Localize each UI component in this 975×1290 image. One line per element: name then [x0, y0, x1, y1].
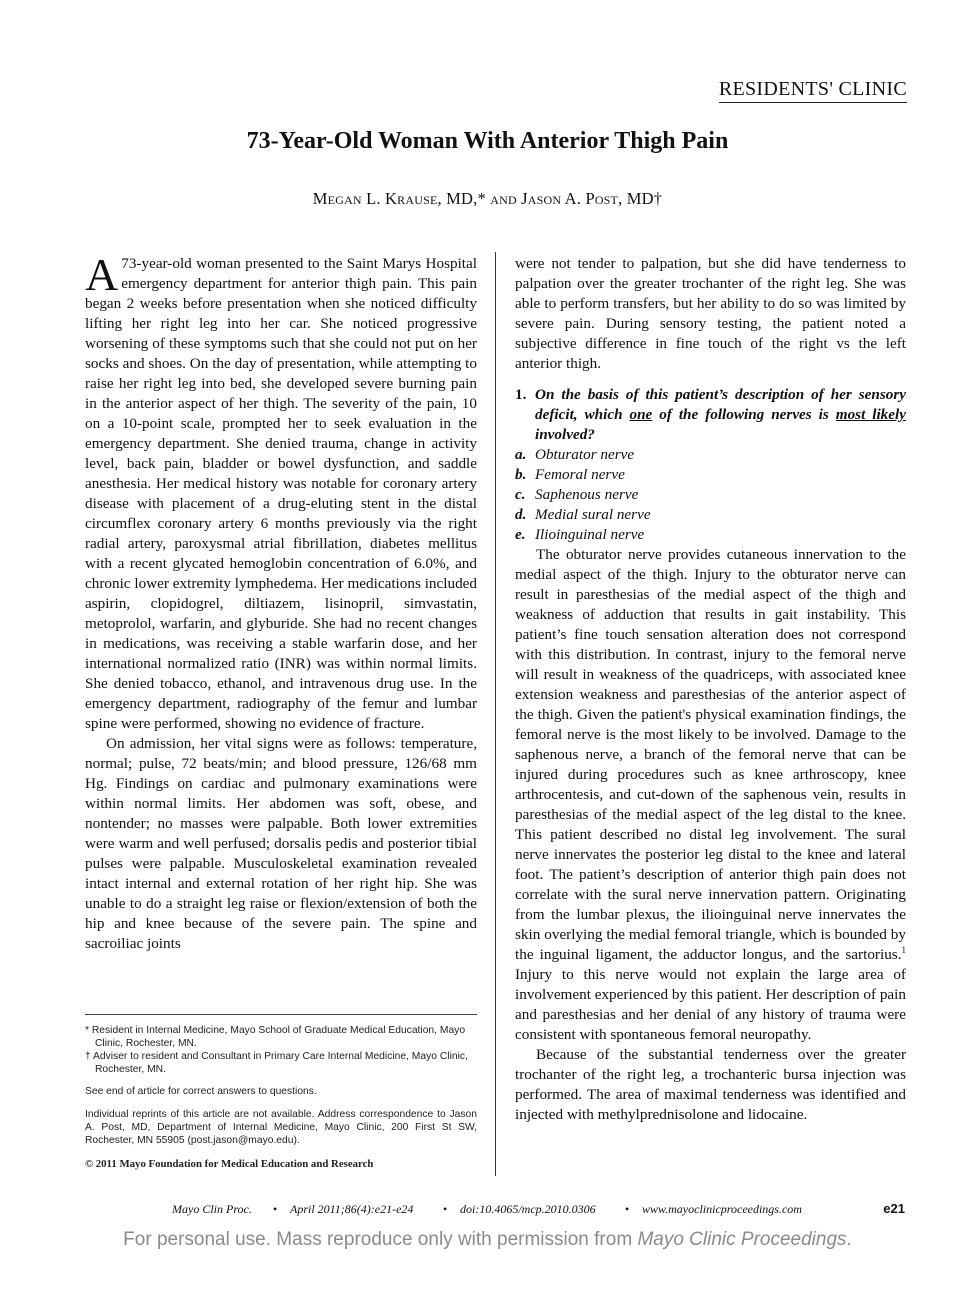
- left-column: [85, 249, 477, 954]
- admission-paragraph-continued: were not tender to palpation, but she did have tenderness to palpation over the greater trochanter of the right leg. She was able to perform transfers, but her ability to do so was limited by severe pain. During sensory testing, the patient noted a subjective difference in fine touch of the right vs the left anterior thigh.: [515, 255, 906, 372]
- answer-option: a. Obturator nerve: [515, 446, 635, 463]
- footer-bullet: •: [443, 1202, 448, 1216]
- citation: April 2011;86(4):e21-e24: [290, 1202, 414, 1216]
- drop-cap: A: [85, 249, 119, 300]
- answer-options: [515, 445, 906, 545]
- answer-option: e. Ilioinguinal nerve: [515, 526, 645, 543]
- intro-text: 73-year-old woman presented to the Saint Marys Hospital emergency department for anterior thigh pain. This pain began 2 weeks before presentation when she noticed difficulty lifting her right leg into her car. She noticed progressive worsening of these symptoms such that she could not put on her socks and shoes. On the day of presentation, while attempting to raise her right leg into bed, she developed severe burning pain in the anterior aspect of her thigh. The severity of the pain, 10 on a 10-point scale, prompted her to seek evaluation in the emergency department. She denied trauma, change in activity level, back pain, bladder or bowel dysfunction, and saddle anesthesia. Her medical history was notable for coronary artery disease with placement of a drug-eluting stent in the distal circumflex coronary artery 6 months previously via the right radial artery, paroxysmal atrial fibrillation, diabetes mellitus with a recent glycated hemoglobin concentration of 6.0%, and chronic lower extremity lymphedema. Her medications included aspirin, clopidogrel, diltiazem, lisinopril, simvastatin, metoprolol, warfarin, and glyburide. She had no recent changes in medications, was receiving a stable warfarin dose, and her international normalized ratio (INR) was within normal limits. She denied tobacco, ethanol, and intravenous drug use. In the emergency department, radiography of the femur and lumbar spine were performed, showing no evidence of fracture.: [85, 255, 477, 732]
- footnote-answers: See end of article for correct answers to questions.: [85, 1086, 317, 1097]
- footer-bullet: •: [625, 1202, 630, 1216]
- author-line: Megan L. Krause, MD,* and Jason A. Post, MD†: [312, 189, 663, 208]
- question-number: 1.: [515, 386, 527, 403]
- page-number: e21: [883, 1201, 905, 1216]
- footnote-adviser: † Adviser to resident and Consultant in Primary Care Internal Medicine, Mayo Clinic, Rochester, MN.: [85, 1051, 468, 1075]
- footnotes: [85, 1024, 477, 1181]
- permission-notice: For personal use. Mass reproduce only with permission from Mayo Clinic Proceedings.: [123, 1229, 852, 1250]
- reference-marker: 1: [901, 944, 906, 955]
- column-divider: [495, 252, 496, 1176]
- journal-url[interactable]: www.mayoclinicproceedings.com: [642, 1202, 802, 1216]
- answer-option: d. Medial sural nerve: [515, 506, 651, 523]
- discussion-paragraph: The obturator nerve provides cutaneous innervation to the medial aspect of the thigh. Injury to the obturator nerve can result in paresthesias of the medial aspect of the thigh and weakness of adduction that results in gait instability. This patient’s fine touch sensation alteration does not correspond with this distribution. In contrast, injury to the femoral nerve will result in weakness of the quadriceps, with associated knee extension weakness and paresthesias of the anterior aspect of the thigh. Given the patient's physical examination findings, the femoral nerve is the most likely to be involved. Damage to the saphenous nerve, a branch of the femoral nerve that can be injured during procedures such as knee arthroscopy, knee arthrocentesis, and cut-down of the saphenous vein, results in paresthesias of the medial aspect of the leg distal to the knee. This patient described no distal leg involvement. The sural nerve innervates the posterior leg distal to the knee and lateral foot. The patient’s description of anterior thigh pain does not correlate with the sural nerve innervation pattern. Originating from the lumbar plexus, the ilioinguinal nerve innervates the skin overlying the medial femoral triangle, which is bounded by the inguinal ligament, the adductor longus, and the sartorius.$^1$ Injury to this nerve would not explain the large area of involvement experienced by this patient. Her description of pain and paresthesias and her denial of any history of trauma were consistent with spontaneous femoral neuropathy.: [515, 546, 906, 1043]
- footnote-rule: [85, 1014, 477, 1015]
- question-1: [515, 385, 906, 445]
- admission-paragraph: On admission, her vital signs were as follows: temperature, normal; pulse, 72 beats/min; and blood pressure, 126/68 mm Hg. Findings on cardiac and pulmonary examinations were within normal limits. Her abdomen was soft, obese, and nontender; no masses were palpable. Both lower extremities were warm and well perfused; dorsalis pedis and posterior tibial pulses were palpable. Musculoskeletal examination revealed intact internal and external rotation of her right hip. She was unable to do a straight leg raise or flexion/extension of both the hip and knee because of the severe pain. The spine and sacroiliac joints: [85, 735, 477, 952]
- footnote-reprints: Individual reprints of this article are not available. Address correspondence to Jason A. Post, MD, Department of Internal Medicine, Mayo Clinic, 200 First St SW, Rochester, MN 55905 (post.jason@mayo.edu).: [85, 1109, 477, 1147]
- question-text: On the basis of this patient’s description of her sensory deficit, which one of the following nerves is most likely involved?: [535, 386, 906, 443]
- journal-name: Mayo Clin Proc.: [172, 1202, 252, 1216]
- section-label: RESIDENTS' CLINIC: [719, 78, 907, 103]
- footer-bullet: •: [273, 1202, 278, 1216]
- intro-paragraph: [85, 249, 477, 734]
- answer-option: b. Femoral nerve: [515, 466, 625, 483]
- footnote-resident: * Resident in Internal Medicine, Mayo School of Graduate Medical Education, Mayo Clinic, Rochester, MN.: [85, 1025, 466, 1049]
- article-title: 73-Year-Old Woman With Anterior Thigh Pain: [246, 128, 729, 154]
- right-column: [515, 254, 906, 1125]
- treatment-paragraph: Because of the substantial tenderness over the greater trochanter of the right leg, a trochanteric bursa injection was performed. The area of maximal tenderness was identified and injected with methylprednisolone and lidocaine.: [515, 1046, 906, 1123]
- answer-option: c. Saphenous nerve: [515, 486, 639, 503]
- doi: doi:10.4065/mcp.2010.0306: [460, 1202, 596, 1216]
- copyright-line: © 2011 Mayo Foundation for Medical Education and Research: [85, 1157, 374, 1170]
